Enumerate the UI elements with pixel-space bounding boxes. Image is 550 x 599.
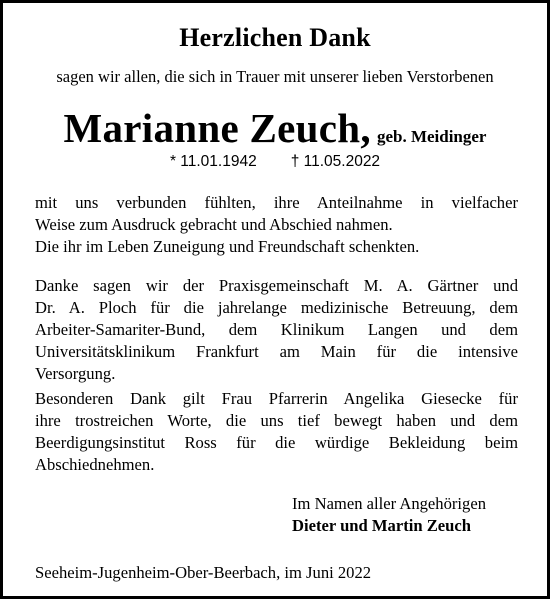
paragraph-line: Besonderen Dank gilt Frau Pfarrerin Angelika Giesecke für bbox=[35, 389, 518, 408]
paragraph-line: ihre trostreichen Worte, die uns tief bewegt haben und dem bbox=[35, 411, 518, 430]
signers: Dieter und Martin Zeuch bbox=[292, 516, 471, 535]
life-dates bbox=[3, 153, 547, 171]
paragraph-line: Weise zum Ausdruck gebracht und Abschied nahmen. bbox=[35, 215, 393, 234]
closing-block bbox=[292, 493, 486, 537]
paragraph-line: Danke sagen wir der Praxisgemeinschaft M. A. Gärtner und bbox=[35, 276, 518, 295]
deceased-name-line bbox=[3, 104, 547, 152]
paragraph-line: Beerdigungsinstitut Ross für die würdige Bekleidung beim bbox=[35, 433, 518, 452]
paragraph-thanks-medical bbox=[35, 275, 518, 385]
paragraph-line: Arbeiter-Samariter-Bund, dem Klinikum Langen und dem bbox=[35, 320, 518, 339]
paragraph-thanks-sympathy bbox=[35, 192, 518, 258]
birth-date: * 11.01.1942 bbox=[169, 153, 257, 170]
paragraph-line: Abschiednehmen. bbox=[35, 455, 155, 474]
paragraph-line: Dr. A. Ploch für die jahrelange medizinische Betreuung, dem bbox=[35, 298, 518, 317]
maiden-name: geb. Meidinger bbox=[376, 127, 487, 146]
paragraph-line: Versorgung. bbox=[35, 364, 116, 383]
closing-line: Im Namen aller Angehörigen bbox=[292, 494, 486, 513]
paragraph-line: Universitätsklinikum Frankfurt am Main für die intensive bbox=[35, 342, 518, 361]
notice-title: Herzlichen Dank bbox=[179, 23, 371, 52]
paragraph-line: mit uns verbunden fühlten, ihre Anteilnahme in vielfacher bbox=[35, 193, 518, 212]
paragraph-line: Die ihr im Leben Zuneigung und Freundschaft schenkten. bbox=[35, 237, 420, 256]
notice-subtitle: sagen wir allen, die sich in Trauer mit unserer lieben Verstorbenen bbox=[56, 67, 494, 86]
deceased-name: Marianne Zeuch, bbox=[63, 105, 371, 151]
paragraph-thanks-pastor bbox=[35, 388, 518, 476]
place-and-date: Seeheim-Jugenheim-Ober-Beerbach, im Juni 2022 bbox=[35, 563, 372, 582]
death-date: † 11.05.2022 bbox=[290, 153, 381, 170]
